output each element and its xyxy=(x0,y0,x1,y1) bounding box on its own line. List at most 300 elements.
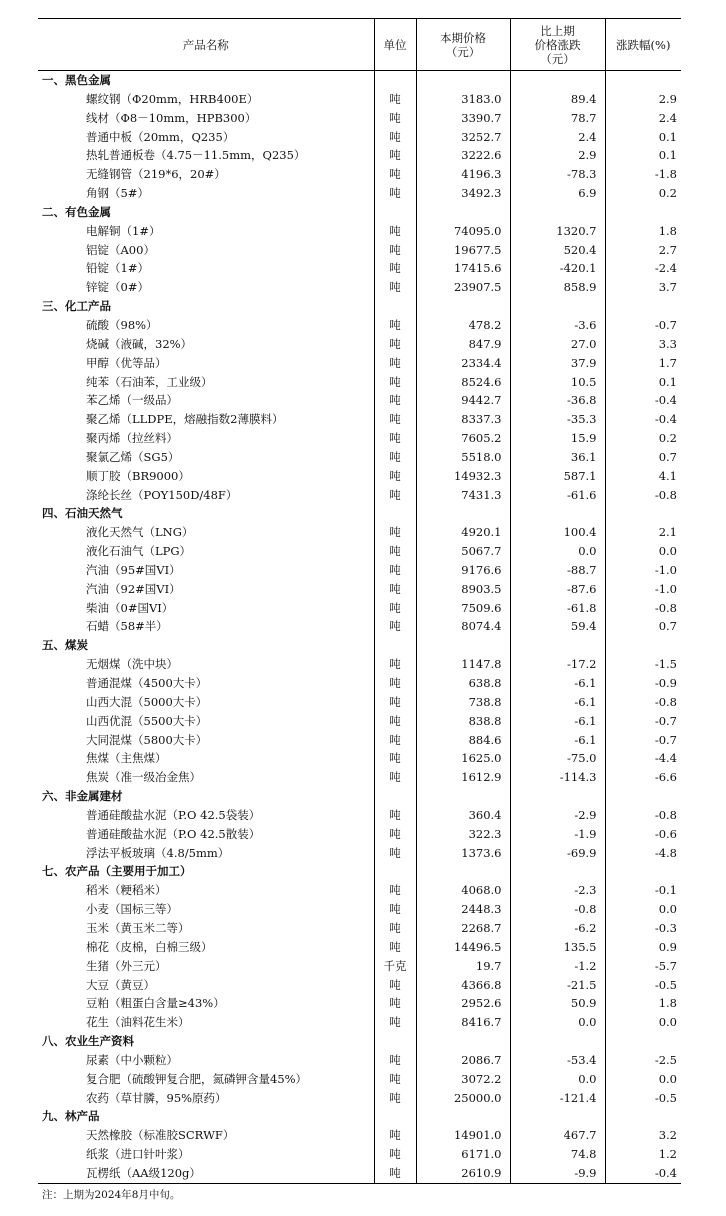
product-name-cell: 聚氯乙烯（SG5） xyxy=(86,449,180,464)
price-change-cell: 0.0 xyxy=(510,542,605,561)
price-change-cell: -114.3 xyxy=(510,768,605,787)
unit-cell: 吨 xyxy=(374,674,416,693)
product-name-cell: 四、石油天然气 xyxy=(42,506,123,521)
change-percent-cell: -1.0 xyxy=(605,580,681,599)
product-name-cell: 七、农产品（主要用于加工） xyxy=(42,864,192,879)
current-price-cell: 23907.5 xyxy=(416,278,510,297)
product-name-cell: 电解铜（1#） xyxy=(86,223,161,238)
table-row xyxy=(38,674,681,693)
table-row xyxy=(38,373,681,392)
product-name-cell: 铅锭（1#） xyxy=(86,261,149,276)
table-row xyxy=(38,1051,681,1070)
price-change-cell: -0.8 xyxy=(510,900,605,919)
unit-cell: 千克 xyxy=(374,957,416,976)
unit-cell xyxy=(374,71,416,90)
product-name-cell: 棉花（皮棉，白棉三级） xyxy=(86,939,213,954)
unit-cell: 吨 xyxy=(374,523,416,542)
category-row xyxy=(38,504,681,523)
current-price-cell xyxy=(416,1032,510,1051)
product-name-cell: 焦炭（准一级冶金焦） xyxy=(86,770,201,785)
current-price-cell xyxy=(416,203,510,222)
current-price-cell: 8903.5 xyxy=(416,580,510,599)
current-price-cell: 5518.0 xyxy=(416,448,510,467)
table-row xyxy=(38,580,681,599)
current-price-cell: 3072.2 xyxy=(416,1070,510,1089)
current-price-cell xyxy=(416,787,510,806)
change-percent-cell: -2.4 xyxy=(605,259,681,278)
current-price-cell: 3222.6 xyxy=(416,146,510,165)
current-price-cell: 9176.6 xyxy=(416,561,510,580)
current-price-cell: 4068.0 xyxy=(416,881,510,900)
table-row xyxy=(38,938,681,957)
price-change-cell: -6.1 xyxy=(510,731,605,750)
unit-cell: 吨 xyxy=(374,768,416,787)
unit-cell: 吨 xyxy=(374,976,416,995)
table-row xyxy=(38,655,681,674)
unit-cell xyxy=(374,1107,416,1126)
table-row xyxy=(38,1013,681,1032)
unit-cell: 吨 xyxy=(374,429,416,448)
current-price-cell: 4366.8 xyxy=(416,976,510,995)
table-row xyxy=(38,825,681,844)
change-percent-cell: -0.8 xyxy=(605,693,681,712)
current-price-cell: 2334.4 xyxy=(416,354,510,373)
unit-cell: 吨 xyxy=(374,580,416,599)
change-percent-cell: -4.4 xyxy=(605,749,681,768)
product-name-cell: 普通混煤（4500大卡） xyxy=(86,676,208,690)
table-row xyxy=(38,1089,681,1108)
current-price-cell: 1373.6 xyxy=(416,844,510,863)
current-price-cell: 7605.2 xyxy=(416,429,510,448)
product-name-cell: 普通硅酸盐水泥（P.O 42.5袋装） xyxy=(86,807,261,822)
product-name-cell: 普通硅酸盐水泥（P.O 42.5散装） xyxy=(86,826,261,841)
price-change-cell: 0.0 xyxy=(510,1070,605,1089)
price-change-cell: -9.9 xyxy=(510,1164,605,1183)
price-change-cell: -6.1 xyxy=(510,712,605,731)
current-price-cell: 8337.3 xyxy=(416,410,510,429)
price-change-cell xyxy=(510,1032,605,1051)
product-name-cell: 汽油（92#国VI） xyxy=(86,581,181,596)
current-price-cell: 17415.6 xyxy=(416,259,510,278)
price-change-cell: -121.4 xyxy=(510,1089,605,1108)
unit-cell: 吨 xyxy=(374,844,416,863)
current-price-cell: 8416.7 xyxy=(416,1013,510,1032)
current-price-cell xyxy=(416,636,510,655)
table-row xyxy=(38,957,681,976)
price-change-cell: 0.0 xyxy=(510,1013,605,1032)
table-row xyxy=(38,391,681,410)
price-change-cell: -17.2 xyxy=(510,655,605,674)
table-row xyxy=(38,749,681,768)
product-name-cell: 三、化工产品 xyxy=(42,299,111,314)
current-price-cell: 3183.0 xyxy=(416,90,510,109)
current-price-cell: 3390.7 xyxy=(416,109,510,128)
change-percent-cell: -6.6 xyxy=(605,768,681,787)
current-price-cell xyxy=(416,71,510,90)
change-percent-cell: -0.3 xyxy=(605,919,681,938)
price-change-cell: -78.3 xyxy=(510,165,605,184)
table-row xyxy=(38,844,681,863)
header-price-change-line2: 价格涨跌 xyxy=(534,37,581,52)
change-percent-cell xyxy=(605,71,681,90)
unit-cell: 吨 xyxy=(374,900,416,919)
price-change-cell: 37.9 xyxy=(510,354,605,373)
change-percent-cell: -0.8 xyxy=(605,806,681,825)
change-percent-cell: -5.7 xyxy=(605,957,681,976)
product-name-cell: 玉米（黄玉米二等） xyxy=(86,920,190,935)
product-name-cell: 焦煤（主焦煤） xyxy=(86,751,167,766)
change-percent-cell: 0.2 xyxy=(605,429,681,448)
price-change-cell: 1320.7 xyxy=(510,222,605,241)
current-price-cell: 14901.0 xyxy=(416,1126,510,1145)
change-percent-cell: -0.5 xyxy=(605,1089,681,1108)
unit-cell: 吨 xyxy=(374,373,416,392)
current-price-cell: 2448.3 xyxy=(416,900,510,919)
change-percent-cell xyxy=(605,862,681,881)
current-price-cell: 1625.0 xyxy=(416,749,510,768)
unit-cell: 吨 xyxy=(374,259,416,278)
price-change-cell: -2.3 xyxy=(510,881,605,900)
change-percent-cell: -0.9 xyxy=(605,674,681,693)
price-change-cell: 100.4 xyxy=(510,523,605,542)
change-percent-cell: -0.1 xyxy=(605,881,681,900)
product-name-cell: 复合肥（硫酸钾复合肥，氮磷钾含量45%） xyxy=(86,1071,308,1086)
change-percent-cell: -1.0 xyxy=(605,561,681,580)
price-change-cell: -88.7 xyxy=(510,561,605,580)
change-percent-cell: 2.7 xyxy=(605,241,681,260)
change-percent-cell xyxy=(605,1107,681,1126)
table-row xyxy=(38,128,681,147)
table-row xyxy=(38,109,681,128)
unit-cell: 吨 xyxy=(374,448,416,467)
product-name-cell: 硫酸（98%） xyxy=(86,317,158,332)
price-change-cell: 59.4 xyxy=(510,617,605,636)
change-percent-cell xyxy=(605,787,681,806)
current-price-cell: 2086.7 xyxy=(416,1051,510,1070)
price-change-cell xyxy=(510,862,605,881)
price-change-cell: 135.5 xyxy=(510,938,605,957)
table-row xyxy=(38,561,681,580)
product-name-cell: 山西优混（5500大卡） xyxy=(86,713,208,728)
change-percent-cell: -4.8 xyxy=(605,844,681,863)
current-price-cell xyxy=(416,297,510,316)
header-unit: 单位 xyxy=(374,19,416,71)
table-row xyxy=(38,1126,681,1145)
product-name-cell: 天然橡胶（标准胶SCRWF） xyxy=(86,1128,235,1143)
current-price-cell: 2268.7 xyxy=(416,919,510,938)
change-percent-cell xyxy=(605,1032,681,1051)
product-name-cell: 八、农业生产资料 xyxy=(42,1034,134,1049)
product-name-cell: 一、黑色金属 xyxy=(42,73,111,87)
current-price-cell: 8074.4 xyxy=(416,617,510,636)
change-percent-cell xyxy=(605,636,681,655)
price-change-cell: 27.0 xyxy=(510,335,605,354)
current-price-cell: 4196.3 xyxy=(416,165,510,184)
current-price-cell: 838.8 xyxy=(416,712,510,731)
product-name-cell: 普通中板（20mm，Q235） xyxy=(86,129,235,144)
change-percent-cell: 2.4 xyxy=(605,109,681,128)
price-change-cell: -1.2 xyxy=(510,957,605,976)
change-percent-cell: -0.7 xyxy=(605,316,681,335)
price-change-cell: -75.0 xyxy=(510,749,605,768)
unit-cell xyxy=(374,1032,416,1051)
product-name-cell: 聚丙烯（拉丝料） xyxy=(86,431,178,446)
price-change-cell: 36.1 xyxy=(510,448,605,467)
table-row xyxy=(38,146,681,165)
product-name-cell: 尿素（中小颗粒） xyxy=(86,1052,178,1067)
price-change-cell: -2.9 xyxy=(510,806,605,825)
unit-cell: 吨 xyxy=(374,391,416,410)
unit-cell: 吨 xyxy=(374,919,416,938)
price-change-cell: -36.8 xyxy=(510,391,605,410)
product-name-cell: 瓦楞纸（AA级120g） xyxy=(38,1164,374,1183)
price-change-cell: 587.1 xyxy=(510,467,605,486)
price-change-cell xyxy=(510,203,605,222)
price-change-cell: -21.5 xyxy=(510,976,605,995)
price-change-cell xyxy=(510,636,605,655)
product-name-cell: 热轧普通板卷（4.75－11.5mm，Q235） xyxy=(86,148,306,163)
category-row xyxy=(38,297,681,316)
price-change-cell: -53.4 xyxy=(510,1051,605,1070)
product-name-cell: 无缝钢管（219*6，20#） xyxy=(86,167,226,182)
current-price-cell: 3492.3 xyxy=(416,184,510,203)
change-percent-cell: 0.7 xyxy=(605,448,681,467)
change-percent-cell: 3.7 xyxy=(605,278,681,297)
category-row xyxy=(38,1032,681,1051)
unit-cell: 吨 xyxy=(374,542,416,561)
unit-cell xyxy=(374,787,416,806)
current-price-cell: 738.8 xyxy=(416,693,510,712)
unit-cell: 吨 xyxy=(374,561,416,580)
current-price-cell: 884.6 xyxy=(416,731,510,750)
unit-cell: 吨 xyxy=(374,655,416,674)
price-change-cell: -3.6 xyxy=(510,316,605,335)
current-price-cell: 322.3 xyxy=(416,825,510,844)
header-current-price xyxy=(416,19,510,71)
price-change-cell: -35.3 xyxy=(510,410,605,429)
change-percent-cell: -0.4 xyxy=(605,410,681,429)
unit-cell: 吨 xyxy=(374,165,416,184)
price-change-cell: -61.8 xyxy=(510,599,605,618)
current-price-cell: 7431.3 xyxy=(416,486,510,505)
unit-cell: 吨 xyxy=(374,278,416,297)
product-name-cell: 汽油（95#国VI） xyxy=(86,562,181,577)
unit-cell: 吨 xyxy=(374,599,416,618)
unit-cell: 吨 xyxy=(374,881,416,900)
unit-cell: 吨 xyxy=(374,825,416,844)
product-name-cell: 线材（Φ8－10mm，HPB300） xyxy=(86,110,257,125)
category-row xyxy=(38,203,681,222)
table-row xyxy=(38,429,681,448)
unit-cell: 吨 xyxy=(374,354,416,373)
unit-cell: 吨 xyxy=(374,410,416,429)
change-percent-cell: 0.0 xyxy=(605,1013,681,1032)
unit-cell: 吨 xyxy=(374,241,416,260)
category-row xyxy=(38,71,681,90)
change-percent-cell: 0.0 xyxy=(605,542,681,561)
table-row xyxy=(38,542,681,561)
price-change-cell: 74.8 xyxy=(510,1145,605,1164)
current-price-cell: 2952.6 xyxy=(416,994,510,1013)
change-percent-cell: 1.8 xyxy=(605,994,681,1013)
change-percent-cell: 4.1 xyxy=(605,467,681,486)
table-row xyxy=(38,900,681,919)
current-price-cell: 4920.1 xyxy=(416,523,510,542)
change-percent-cell: -1.8 xyxy=(605,165,681,184)
change-percent-cell xyxy=(605,297,681,316)
unit-cell: 吨 xyxy=(374,90,416,109)
change-percent-cell: -0.6 xyxy=(605,825,681,844)
current-price-cell: 25000.0 xyxy=(416,1089,510,1108)
current-price-cell: 74095.0 xyxy=(416,222,510,241)
change-percent-cell: -0.7 xyxy=(605,712,681,731)
price-change-cell: 6.9 xyxy=(510,184,605,203)
product-name-cell: 烧碱（液碱，32%） xyxy=(86,336,193,351)
header-change-percent: 涨跌幅(%) xyxy=(605,19,681,71)
unit-cell: 吨 xyxy=(374,486,416,505)
current-price-cell: 478.2 xyxy=(416,316,510,335)
unit-cell: 吨 xyxy=(374,467,416,486)
price-change-cell: -6.1 xyxy=(510,693,605,712)
change-percent-cell: 2.1 xyxy=(605,523,681,542)
unit-cell: 吨 xyxy=(374,222,416,241)
price-table-container xyxy=(38,18,681,1202)
change-percent-cell: 0.1 xyxy=(605,373,681,392)
category-row xyxy=(38,787,681,806)
unit-cell: 吨 xyxy=(374,1126,416,1145)
product-name-cell: 六、非金属建材 xyxy=(42,789,123,804)
current-price-cell: 7509.6 xyxy=(416,599,510,618)
current-price-cell: 14932.3 xyxy=(416,467,510,486)
price-change-cell: 520.4 xyxy=(510,241,605,260)
change-percent-cell: 1.7 xyxy=(605,354,681,373)
table-row xyxy=(38,1145,681,1164)
price-change-cell: 467.7 xyxy=(510,1126,605,1145)
unit-cell: 吨 xyxy=(374,109,416,128)
price-change-cell: 89.4 xyxy=(510,90,605,109)
unit-cell: 吨 xyxy=(374,1089,416,1108)
price-change-cell: -6.2 xyxy=(510,919,605,938)
current-price-cell xyxy=(416,862,510,881)
product-name-cell: 石蜡（58#半） xyxy=(86,619,168,634)
unit-cell xyxy=(374,297,416,316)
change-percent-cell: 1.8 xyxy=(605,222,681,241)
category-row xyxy=(38,1107,681,1126)
product-name-cell: 液化天然气（LNG） xyxy=(86,525,194,540)
product-name-cell: 液化石油气（LPG） xyxy=(86,544,192,559)
change-percent-cell: -0.4 xyxy=(605,391,681,410)
header-price-change-line1: 比上期 xyxy=(540,23,575,38)
table-body xyxy=(38,71,681,1184)
change-percent-cell: 3.3 xyxy=(605,335,681,354)
table-row xyxy=(38,1164,681,1183)
table-row xyxy=(38,165,681,184)
change-percent-cell: -0.7 xyxy=(605,731,681,750)
price-change-cell xyxy=(510,71,605,90)
category-row xyxy=(38,862,681,881)
price-change-cell: -420.1 xyxy=(510,259,605,278)
price-change-cell xyxy=(510,297,605,316)
table-row xyxy=(38,467,681,486)
change-percent-cell: -1.5 xyxy=(605,655,681,674)
table-row xyxy=(38,259,681,278)
unit-cell: 吨 xyxy=(374,146,416,165)
price-change-cell: 15.9 xyxy=(510,429,605,448)
product-name-cell: 生猪（外三元） xyxy=(86,958,167,973)
current-price-cell: 1612.9 xyxy=(416,768,510,787)
product-name-cell: 角钢（5#） xyxy=(86,186,149,201)
product-name-cell: 花生（油料花生米） xyxy=(86,1015,190,1030)
product-name-cell: 五、煤炭 xyxy=(42,638,88,653)
table-row xyxy=(38,523,681,542)
product-name-cell: 无烟煤（洗中块） xyxy=(86,657,178,672)
price-change-cell xyxy=(510,1107,605,1126)
price-change-cell: 10.5 xyxy=(510,373,605,392)
unit-cell: 吨 xyxy=(374,806,416,825)
change-percent-cell xyxy=(605,203,681,222)
product-name-cell: 锌锭（0#） xyxy=(86,280,149,295)
product-name-cell: 苯乙烯（一级品） xyxy=(86,393,178,408)
footnote: 注：上期为2024年8月中旬。 xyxy=(42,1188,181,1201)
table-row xyxy=(38,278,681,297)
product-name-cell: 纸浆（进口针叶浆） xyxy=(86,1147,190,1162)
table-row xyxy=(38,976,681,995)
table-row xyxy=(38,881,681,900)
current-price-cell: 19677.5 xyxy=(416,241,510,260)
table-row xyxy=(38,410,681,429)
product-name-cell: 九、林产品 xyxy=(42,1109,100,1124)
current-price-cell: 19.7 xyxy=(416,957,510,976)
product-name-cell: 大豆（黄豆） xyxy=(86,977,155,992)
unit-cell: 吨 xyxy=(374,938,416,957)
change-percent-cell: 0.1 xyxy=(605,128,681,147)
table-row xyxy=(38,994,681,1013)
change-percent-cell: 0.2 xyxy=(605,184,681,203)
table-row xyxy=(38,599,681,618)
price-table xyxy=(38,18,681,1184)
product-name-cell: 甲醇（优等品） xyxy=(86,355,167,370)
current-price-cell: 5067.7 xyxy=(416,542,510,561)
current-price-cell: 847.9 xyxy=(416,335,510,354)
category-row xyxy=(38,636,681,655)
price-change-cell: 2.4 xyxy=(510,128,605,147)
unit-cell xyxy=(374,862,416,881)
unit-cell: 吨 xyxy=(374,335,416,354)
table-row xyxy=(38,768,681,787)
change-percent-cell xyxy=(605,504,681,523)
price-change-cell: 50.9 xyxy=(510,994,605,1013)
product-name-cell: 聚乙烯（LLDPE，熔融指数2薄膜料） xyxy=(86,412,284,427)
table-row xyxy=(38,731,681,750)
price-change-cell xyxy=(510,787,605,806)
product-name-cell: 稻米（粳稻米） xyxy=(86,883,167,898)
price-change-cell: -69.9 xyxy=(510,844,605,863)
change-percent-cell: -0.4 xyxy=(605,1164,681,1183)
product-name-cell: 小麦（国标三等） xyxy=(86,902,178,917)
table-header xyxy=(38,19,681,71)
product-name-cell: 顺丁胶（BR9000） xyxy=(86,468,190,483)
change-percent-cell: -0.5 xyxy=(605,976,681,995)
product-name-cell: 铝锭（A00） xyxy=(86,242,155,257)
unit-cell: 吨 xyxy=(374,712,416,731)
price-change-cell: -87.6 xyxy=(510,580,605,599)
table-row xyxy=(38,335,681,354)
unit-cell: 吨 xyxy=(374,693,416,712)
header-product-name: 产品名称 xyxy=(38,19,374,71)
product-name-cell: 浮法平板玻璃（4.8/5mm） xyxy=(86,845,230,860)
current-price-cell: 3252.7 xyxy=(416,128,510,147)
table-row xyxy=(38,693,681,712)
